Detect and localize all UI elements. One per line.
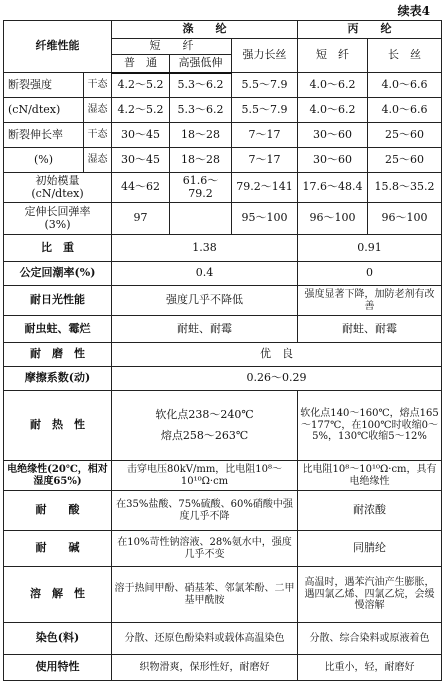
modulus-label: 初始模量 xyxy=(35,173,80,187)
cell: 7～17 xyxy=(232,148,298,173)
dye-label: 染色(料) xyxy=(4,623,112,655)
cell: 在10%苛性钠溶液、28%氨水中，强度几乎不变 xyxy=(112,531,298,567)
table-caption: 续表4 xyxy=(397,4,430,18)
cell: 4.2～5.2 xyxy=(112,98,170,123)
wet-label: 湿态 xyxy=(84,148,112,173)
softening-point: 软化点238～240℃ xyxy=(155,407,254,421)
cell: 优 良 xyxy=(112,343,442,367)
cell: 79.2～141 xyxy=(232,173,298,203)
header-high-strength-filament: 强力长丝 xyxy=(232,39,298,73)
melting-point: 熔点258～263℃ xyxy=(160,428,249,442)
cell: 4.0～6.6 xyxy=(368,73,442,98)
cell: 30～60 xyxy=(298,123,368,148)
solubility-label: 溶 解 性 xyxy=(4,567,112,623)
break-strength-label: 断裂强度 xyxy=(4,73,84,98)
cell: 4.2～5.2 xyxy=(112,73,170,98)
use-label: 使用特性 xyxy=(4,655,112,681)
cell: 0.26～0.29 xyxy=(112,367,442,391)
header-acrylic: 丙 纶 xyxy=(298,21,442,39)
cell: 97 xyxy=(112,203,170,235)
header-polyester: 涤 纶 xyxy=(112,21,298,39)
insulation-label: 电绝缘性(20℃，相对湿度65%) xyxy=(4,461,112,491)
header-normal: 普 通 xyxy=(112,55,170,73)
cell: 5.5～7.9 xyxy=(232,98,298,123)
cell: 0.91 xyxy=(298,235,442,262)
insect-label: 耐虫蛀、霉烂 xyxy=(4,316,112,343)
abrasion-label: 耐 磨 性 xyxy=(4,343,112,367)
cell: 4.0～6.2 xyxy=(298,98,368,123)
alkali-label: 耐 碱 xyxy=(4,531,112,567)
cell: 25～60 xyxy=(368,148,442,173)
cell: 分散、综合染料或原液着色 xyxy=(298,623,442,655)
cell: 30～45 xyxy=(112,123,170,148)
cell: 软化点140～160℃，熔点165～177℃，在100℃时收缩0～5%，130℃收缩5～12% xyxy=(298,391,442,461)
cell: 强度显著下降，加防老剂有改善 xyxy=(298,286,442,316)
break-strength-unit: (cN/dtex) xyxy=(4,98,84,123)
heat-label: 耐 热 性 xyxy=(4,391,112,461)
cell: 25～60 xyxy=(368,123,442,148)
cell: 96～100 xyxy=(298,203,368,235)
header-staple: 短 纤 xyxy=(112,39,232,55)
cell: 30～45 xyxy=(112,148,170,173)
cell: 18～28 xyxy=(170,148,232,173)
dry-label: 干态 xyxy=(84,73,112,98)
modulus-label-cell xyxy=(4,173,112,203)
elongation-unit: (%) xyxy=(4,148,84,173)
cell: 1.38 xyxy=(112,235,298,262)
cell: 耐浓酸 xyxy=(298,491,442,531)
cell: 4.0～6.2 xyxy=(298,73,368,98)
recovery-label-cell xyxy=(4,203,112,235)
header-high-strength-low-elongation: 高强低伸 xyxy=(170,55,232,73)
header-acrylic-staple: 短 纤 xyxy=(298,39,368,73)
cell: 15.8～35.2 xyxy=(368,173,442,203)
dry-label: 干态 xyxy=(84,123,112,148)
heat-cell xyxy=(112,391,298,461)
cell: 44～62 xyxy=(112,173,170,203)
light-label: 耐日光性能 xyxy=(4,286,112,316)
cell: 5.3～6.2 xyxy=(170,98,232,123)
header-acrylic-filament: 长 丝 xyxy=(368,39,442,73)
cell: 61.6～79.2 xyxy=(170,173,232,203)
cell: 17.6～48.4 xyxy=(298,173,368,203)
cell: 5.5～7.9 xyxy=(232,73,298,98)
cell: 分散、还原色酚染料或载体高温染色 xyxy=(112,623,298,655)
cell: 在35%盐酸、75%硫酸、60%硝酸中强度几乎不降 xyxy=(112,491,298,531)
moisture-label: 公定回潮率(%) xyxy=(4,262,112,286)
density-label: 比 重 xyxy=(4,235,112,262)
recovery-unit: (3%) xyxy=(44,217,71,231)
cell: 30～60 xyxy=(298,148,368,173)
cell xyxy=(170,203,232,235)
cell: 96～100 xyxy=(368,203,442,235)
cell: 溶于热间甲酚、硝基苯、邻氯苯酚、二甲基甲酰胺 xyxy=(112,567,298,623)
recovery-label: 定伸长回弹率 xyxy=(24,204,91,218)
cell: 比重小，轻，耐磨好 xyxy=(298,655,442,681)
cell: 织物滑爽，保形性好，耐磨好 xyxy=(112,655,298,681)
cell: 95～100 xyxy=(232,203,298,235)
friction-label: 摩擦系数(动) xyxy=(4,367,112,391)
cell: 18～28 xyxy=(170,123,232,148)
cell: 高温时，遇苯汽油产生膨胀，遇四氯乙烯、四氯乙烷，会缓慢溶解 xyxy=(298,567,442,623)
cell: 击穿电压80kV/mm，比电阻10⁸～10¹⁰Ω·cm xyxy=(112,461,298,491)
cell: 比电阻10⁸～10¹⁰Ω·cm，具有电绝缘性 xyxy=(298,461,442,491)
modulus-unit: (cN/dtex) xyxy=(31,186,84,200)
elongation-label: 断裂伸长率 xyxy=(4,123,84,148)
cell: 5.3～6.2 xyxy=(170,73,232,98)
acid-label: 耐 酸 xyxy=(4,491,112,531)
wet-label: 湿态 xyxy=(84,98,112,123)
cell: 0.4 xyxy=(112,262,298,286)
cell: 0 xyxy=(298,262,442,286)
cell: 耐蛀、耐霉 xyxy=(112,316,298,343)
cell: 4.0～6.6 xyxy=(368,98,442,123)
header-property: 纤维性能 xyxy=(4,21,112,73)
fiber-properties-table xyxy=(3,20,442,681)
cell: 耐蛀、耐霉 xyxy=(298,316,442,343)
cell: 同腈纶 xyxy=(298,531,442,567)
cell: 强度几乎不降低 xyxy=(112,286,298,316)
cell: 7～17 xyxy=(232,123,298,148)
